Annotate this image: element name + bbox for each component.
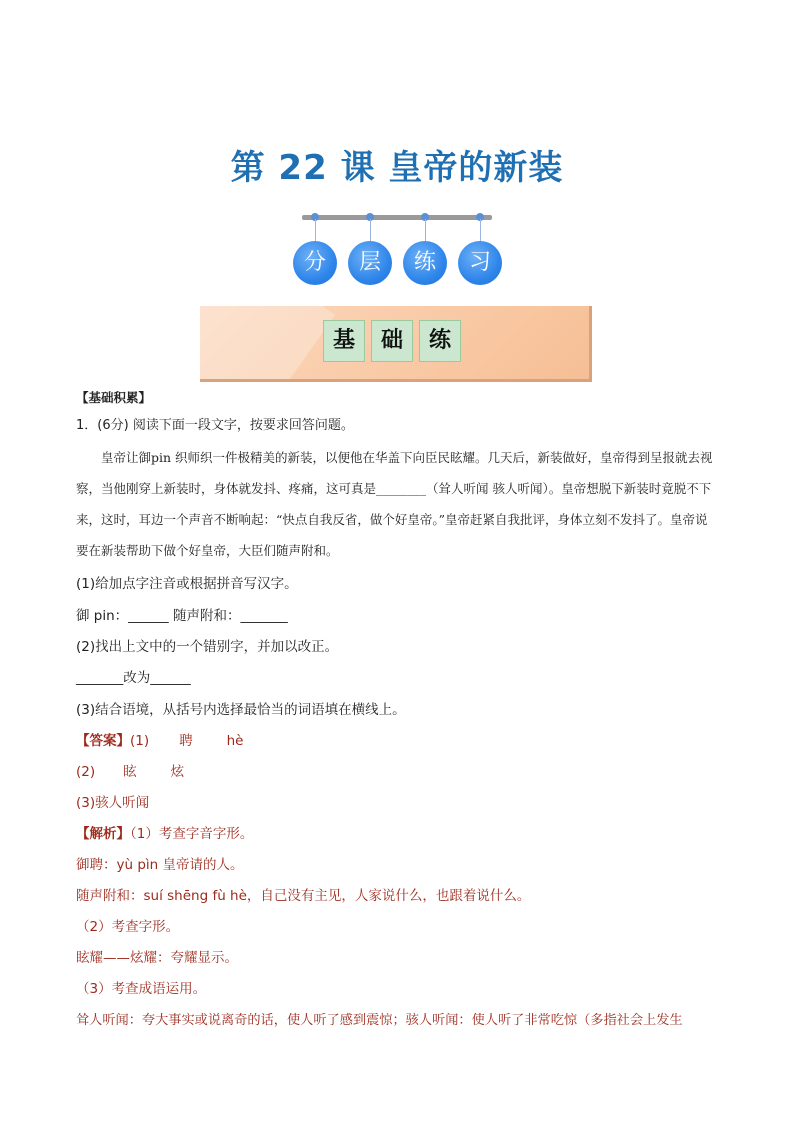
answer-value: 眩 [123,764,137,780]
page-title: 第 22 课 皇帝的新装 [230,148,564,188]
banner-char: 练 [419,320,461,362]
answer-label: 【答案】 [76,733,130,749]
badge-char: 层 [348,241,392,285]
analysis-line-1 [76,822,253,842]
string [480,219,481,243]
analysis-line: 御聘：yù pìn 皇帝请的人。 [76,857,244,873]
analysis-line: 随声附和：suí shēng fù hè，自己没有主见，人家说什么，也跟着说什么。 [76,888,531,904]
sub-question-1: (1)给加点字注音或根据拼音写汉字。 [76,576,298,592]
answer-value: 聘 [179,733,193,749]
banner-char: 础 [371,320,413,362]
sub-question-2-blank: _______改为______ [76,670,191,686]
layer-practice-badge [290,205,504,285]
answer-value: 炫 [170,764,185,780]
basic-practice-banner [200,306,592,382]
analysis-label: 【解析】 [76,826,130,842]
answer-line-3: (3)骇人听闻 [76,795,150,811]
sub-question-1-blanks: 御 pin：______ 随声附和：_______ [76,608,288,624]
question-stem: 1．(6分) 阅读下面一段文字，按要求回答问题。 [76,418,354,433]
answer-line-1 [76,729,244,749]
banner-char: 基 [323,320,365,362]
analysis-head: （1）考查字音字形。 [130,826,254,842]
answer-num: (2) [76,764,96,780]
analysis-line: 耸人听闻：夸大事实或说离奇的话，使人听了感到震惊；骇人听闻：使人听了非常吃惊（多指社会上发生 [76,1013,683,1028]
string [370,219,371,243]
answer-num: (1) [130,733,150,749]
section-label: 【基础积累】 [76,390,152,405]
sub-question-2: (2)找出上文中的一个错别字，并加以改正。 [76,639,339,655]
string [315,219,316,243]
sub-question-3: (3)结合语境，从括号内选择最恰当的词语填在横线上。 [76,702,406,718]
answer-line-2 [76,760,184,780]
analysis-line: 眩耀——炫耀：夸耀显示。 [76,950,238,966]
string [425,219,426,243]
badge-char: 习 [458,241,502,285]
analysis-head: （3）考查成语运用。 [76,981,207,997]
passage: 皇帝让御pin 织师织一件极精美的新装，以便他在华盖下向臣民眩耀。几天后，新装做好，皇帝得到呈报就去视察，当他刚穿上新装时，身体就发抖、疼痛，这可真是________（耸人听闻 骇人听闻）。皇帝想脱下新装时竟脱不下来，这时，耳边一个声音不断响起：“快点自我反省，做个好皇帝。”皇帝赶紧自我批评，身体立刻不发抖了。皇帝说要在新装帮助下做个好皇帝，大臣们随声附和。 [76,450,713,558]
badge-char: 分 [293,241,337,285]
hanger-bar [302,215,492,220]
analysis-head: （2）考查字形。 [76,919,180,935]
badge-char: 练 [403,241,447,285]
answer-value: hè [226,733,244,749]
